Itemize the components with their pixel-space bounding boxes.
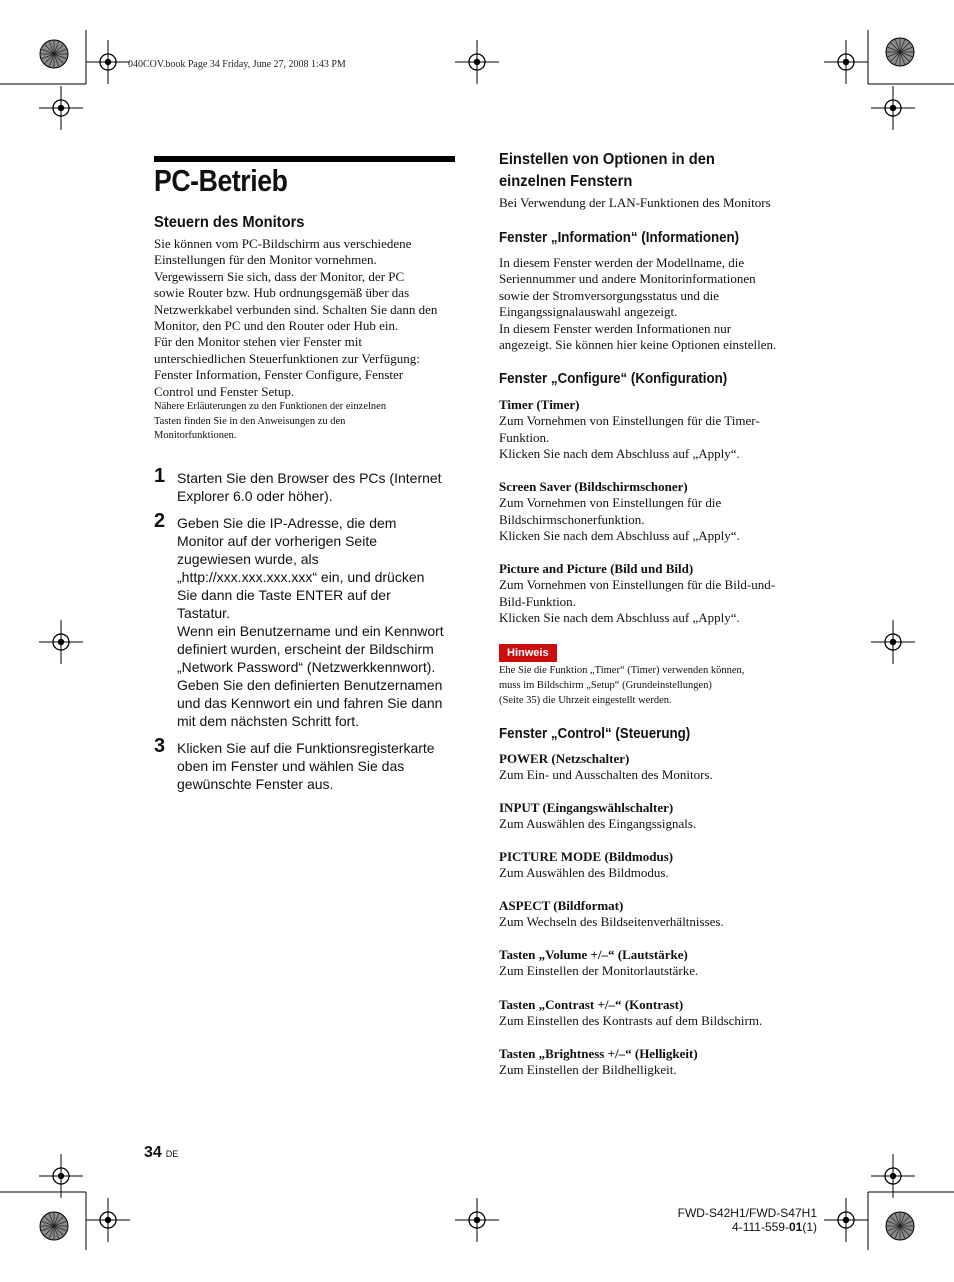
book-header-line: 040COV.book Page 34 Friday, June 27, 2008 1:43 PM bbox=[128, 59, 346, 70]
hint-line: (Seite 35) die Uhrzeit eingestellt werden. bbox=[499, 695, 672, 706]
item-line: Bild-Funktion. bbox=[499, 593, 576, 609]
model-number: FWD-S42H1/FWD-S47H1 bbox=[677, 1206, 817, 1220]
item-term: INPUT (Eingangswählschalter) bbox=[499, 800, 674, 815]
step-line: „Network Password“ (Netzwerkkennwort). bbox=[177, 659, 436, 675]
configure-item-timer bbox=[499, 397, 760, 463]
step-number: 1 bbox=[154, 465, 166, 487]
section-subtitle: Bei Verwendung der LAN-Funktionen des Monitors bbox=[499, 195, 771, 210]
item-line: Klicken Sie nach dem Abschluss auf „Apply“. bbox=[499, 528, 740, 544]
item-term: PICTURE MODE (Bildmodus) bbox=[499, 849, 674, 864]
intro-line: Control und Fenster Setup. bbox=[154, 383, 295, 399]
control-item bbox=[499, 1046, 698, 1079]
step-line: Sie dann die Taste ENTER auf der bbox=[177, 587, 391, 603]
step-1-text bbox=[177, 469, 442, 505]
item-desc: Zum Einstellen der Monitorlautstärke. bbox=[499, 963, 699, 979]
step-line: definiert wurden, erscheint der Bildschirm bbox=[177, 641, 434, 657]
section-heading-steuern: Steuern des Monitors bbox=[154, 214, 305, 231]
step-line: Wenn ein Benutzername und ein Kennwort bbox=[177, 623, 444, 639]
info-line: sowie der Stromversorgungsstatus und die bbox=[499, 287, 720, 303]
step-line: Monitor auf der vorherigen Seite bbox=[177, 533, 377, 549]
step-line: „http://xxx.xxx.xxx.xxx“ ein, und drücken bbox=[177, 569, 425, 585]
code-prefix: 4-111-559- bbox=[732, 1220, 789, 1234]
step-line: gewünschte Fenster aus. bbox=[177, 776, 334, 792]
control-item bbox=[499, 997, 762, 1030]
step-line: oben im Fenster und wählen Sie das bbox=[177, 758, 405, 774]
item-line: Bildschirmschonerfunktion. bbox=[499, 511, 645, 527]
step-line: zugewiesen wurde, als bbox=[177, 551, 319, 567]
item-desc: Zum Einstellen der Bildhelligkeit. bbox=[499, 1062, 677, 1078]
item-line: Zum Vornehmen von Einstellungen für die bbox=[499, 495, 722, 511]
heading-information: Fenster „Information“ (Informationen) bbox=[499, 230, 740, 246]
intro-line: Einstellungen für den Monitor vornehmen. bbox=[154, 252, 377, 268]
item-term: Screen Saver (Bildschirmschoner) bbox=[499, 479, 688, 494]
item-term: POWER (Netzschalter) bbox=[499, 751, 630, 766]
step-line: Explorer 6.0 oder höher). bbox=[177, 488, 333, 504]
page-number: 34 bbox=[144, 1144, 162, 1161]
control-item bbox=[499, 947, 698, 980]
hint-line: muss im Bildschirm „Setup“ (Grundeinstellungen) bbox=[499, 680, 712, 691]
item-line: Funktion. bbox=[499, 429, 550, 445]
code-revision: 01 bbox=[788, 1220, 803, 1234]
step-line: und das Kennwort ein und fahren Sie dann bbox=[177, 695, 443, 711]
step-line: Klicken Sie auf die Funktionsregisterkarte bbox=[177, 740, 435, 756]
item-line: Klicken Sie nach dem Abschluss auf „Apply“. bbox=[499, 446, 740, 462]
intro-line: Netzwerkkabel verbunden sind. Schalten Sie dann den bbox=[154, 301, 438, 317]
intro-line: Monitor, den PC und den Router oder Hub ein. bbox=[154, 318, 399, 334]
control-item bbox=[499, 849, 673, 882]
hint-text bbox=[499, 663, 744, 708]
step-number: 2 bbox=[154, 510, 166, 532]
info-line: In diesem Fenster werden der Modellname, die bbox=[499, 255, 745, 270]
item-term: Tasten „Brightness +/–“ (Helligkeit) bbox=[499, 1046, 698, 1061]
item-term: ASPECT (Bildformat) bbox=[499, 898, 624, 913]
intro-line: Fenster Information, Fenster Configure, Fenster bbox=[154, 367, 404, 383]
intro-line: unterschiedlichen Steuerfunktionen zur Verfügung: bbox=[154, 350, 420, 366]
control-item bbox=[499, 751, 713, 784]
intro-paragraph bbox=[154, 236, 459, 400]
note-line: Tasten finden Sie in den Anweisungen zu den bbox=[154, 415, 346, 427]
intro-line: Vergewissern Sie sich, dass der Monitor, der PC bbox=[154, 268, 405, 284]
page-title: PC-Betrieb bbox=[154, 163, 288, 198]
heading-configure: Fenster „Configure“ (Konfiguration) bbox=[499, 371, 728, 387]
item-term: Picture and Picture (Bild und Bild) bbox=[499, 561, 694, 576]
control-item bbox=[499, 898, 724, 931]
step-line: Tastatur. bbox=[177, 605, 230, 621]
configure-item-pap bbox=[499, 561, 775, 627]
item-line: Klicken Sie nach dem Abschluss auf „Apply“. bbox=[499, 610, 740, 626]
hint-badge: Hinweis bbox=[499, 644, 557, 662]
item-term: Tasten „Contrast +/–“ (Kontrast) bbox=[499, 997, 684, 1012]
note-line: Monitorfunktionen. bbox=[154, 430, 237, 442]
item-desc: Zum Wechseln des Bildseitenverhältnisses. bbox=[499, 914, 724, 930]
configure-item-screensaver bbox=[499, 479, 740, 545]
step-number: 3 bbox=[154, 735, 166, 757]
step-line: mit dem nächsten Schritt fort. bbox=[177, 713, 360, 729]
document-code bbox=[678, 1220, 817, 1234]
info-line: Seriennummer und andere Monitorinformationen bbox=[499, 271, 756, 287]
information-paragraph bbox=[499, 255, 776, 353]
hint-line: Ehe Sie die Funktion „Timer“ (Timer) verwenden können, bbox=[499, 665, 745, 676]
info-line: In diesem Fenster werden Informationen nur bbox=[499, 320, 732, 336]
info-line: Eingangssignalauswahl angezeigt. bbox=[499, 304, 678, 320]
item-desc: Zum Einstellen des Kontrasts auf dem Bildschirm. bbox=[499, 1013, 763, 1029]
intro-line: Für den Monitor stehen vier Fenster mit bbox=[154, 334, 362, 350]
control-item bbox=[499, 800, 696, 833]
item-term: Tasten „Volume +/–“ (Lautstärke) bbox=[499, 947, 688, 962]
step-line: Starten Sie den Browser des PCs (Internet bbox=[177, 470, 442, 486]
intro-line: sowie Router bzw. Hub ordnungsgemäß über das bbox=[154, 285, 410, 301]
section-heading-optionen bbox=[499, 149, 715, 193]
item-desc: Zum Auswählen des Bildmodus. bbox=[499, 865, 669, 881]
note-line: Nähere Erläuterungen zu den Funktionen der einzelnen bbox=[154, 401, 387, 412]
info-line: angezeigt. Sie können hier keine Optionen einstellen. bbox=[499, 337, 777, 353]
step-line: Geben Sie den definierten Benutzernamen bbox=[177, 677, 443, 693]
intro-line: Sie können vom PC-Bildschirm aus verschiedene bbox=[154, 236, 412, 251]
footer-model bbox=[678, 1206, 817, 1234]
step-3-text bbox=[177, 739, 435, 793]
intro-note bbox=[154, 400, 386, 444]
step-line: Geben Sie die IP-Adresse, die dem bbox=[177, 515, 397, 531]
heading-line: einzelnen Fenstern bbox=[499, 173, 633, 190]
heading-control: Fenster „Control“ (Steuerung) bbox=[499, 726, 691, 742]
page-language: DE bbox=[165, 1149, 179, 1159]
step-2-text bbox=[177, 514, 444, 730]
item-term: Timer (Timer) bbox=[499, 397, 580, 412]
page-number-block bbox=[144, 1144, 178, 1162]
item-desc: Zum Ein- und Ausschalten des Monitors. bbox=[499, 767, 713, 783]
item-desc: Zum Auswählen des Eingangssignals. bbox=[499, 816, 697, 832]
item-line: Zum Vornehmen von Einstellungen für die Timer- bbox=[499, 413, 760, 429]
code-suffix: (1) bbox=[802, 1220, 817, 1234]
item-line: Zum Vornehmen von Einstellungen für die Bild-und- bbox=[499, 577, 776, 593]
heading-line: Einstellen von Optionen in den bbox=[499, 151, 715, 168]
